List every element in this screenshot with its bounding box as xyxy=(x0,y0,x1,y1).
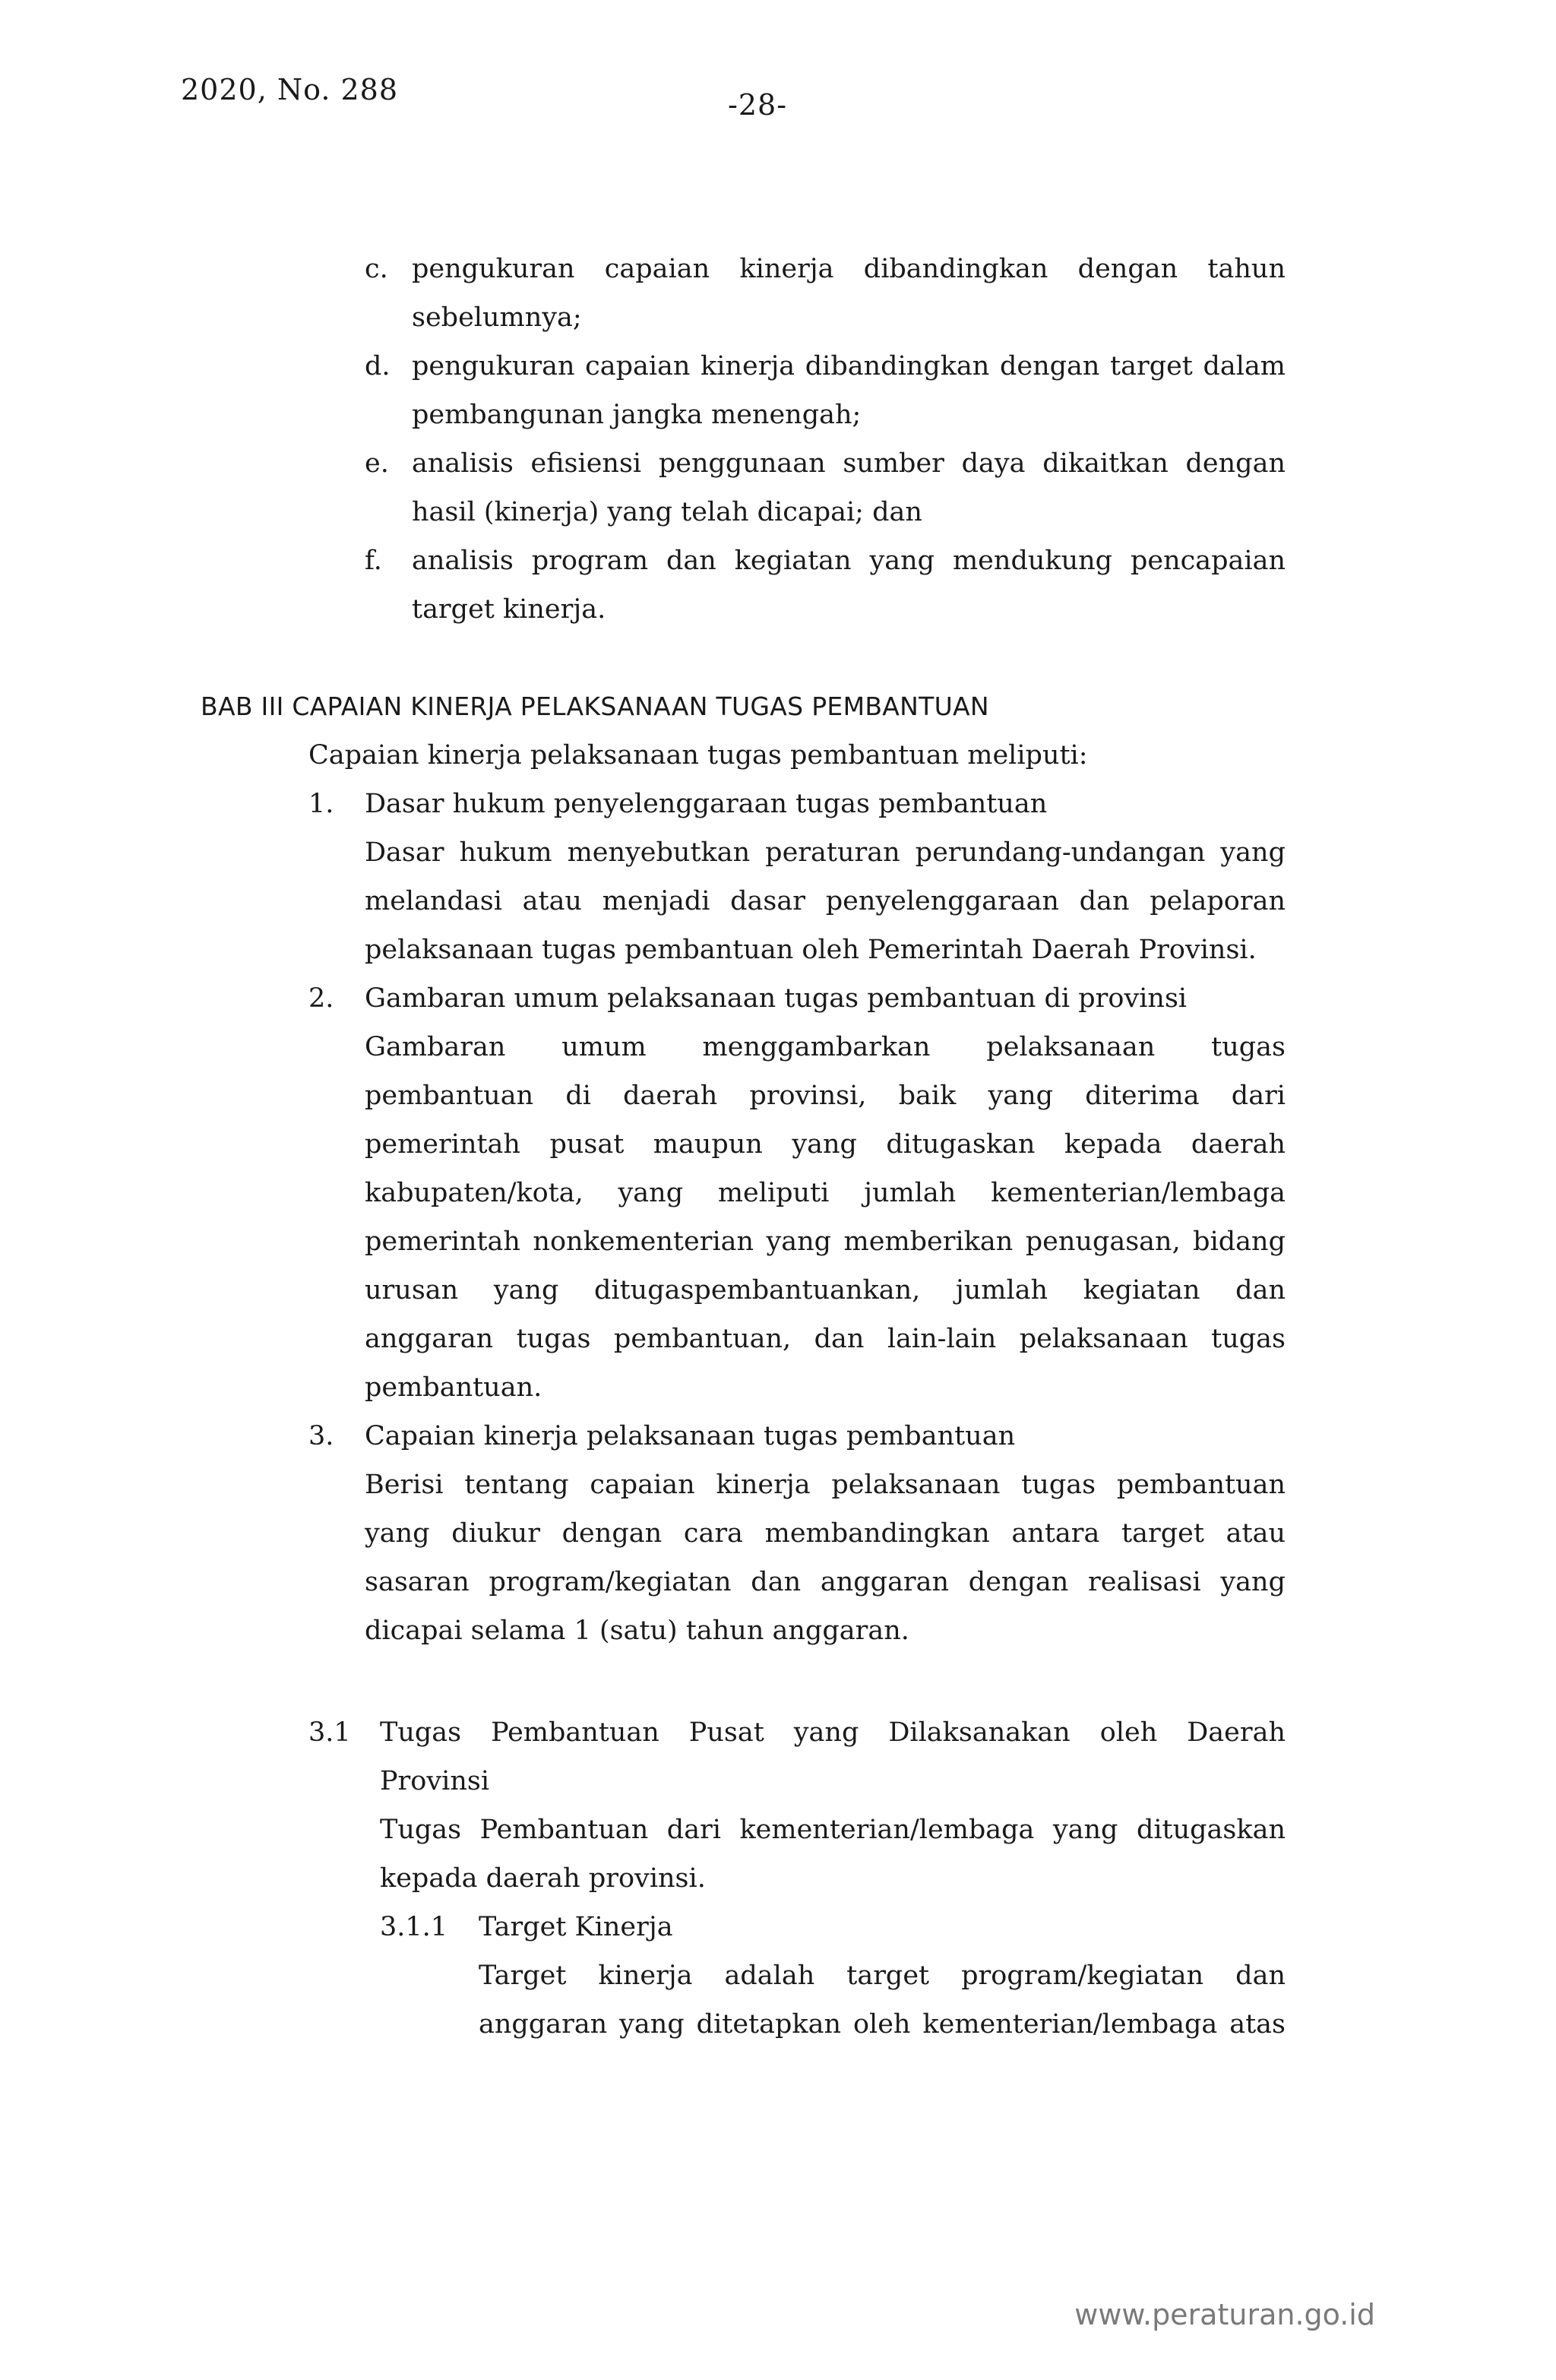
paragraph-line: Target kinerja adalah target program/kegiatan dan xyxy=(479,1961,1286,1991)
paragraph-line: sasaran program/kegiatan dan anggaran dengan realisasi yang xyxy=(365,1567,1286,1597)
list-item-line: hasil (kinerja) yang telah dicapai; dan xyxy=(412,497,922,527)
subsection-heading-line: Provinsi xyxy=(380,1766,490,1796)
item-number: 3. xyxy=(308,1421,334,1451)
page-number: -28- xyxy=(728,88,788,122)
paragraph-line: pembantuan. xyxy=(365,1372,542,1403)
paragraph-line: melandasi atau menjadi dasar penyelenggaraan dan pelaporan xyxy=(365,886,1286,916)
chapter-intro: Capaian kinerja pelaksanaan tugas pembantuan meliputi: xyxy=(308,740,1088,771)
list-item-line: pembangunan jangka menengah; xyxy=(412,400,862,430)
paragraph-line: kepada daerah provinsi. xyxy=(380,1863,706,1894)
subsection-number: 3.1 xyxy=(308,1717,351,1748)
list-item-line: pengukuran capaian kinerja dibandingkan dengan tahun xyxy=(412,254,1286,284)
paragraph-line: pembantuan di daerah provinsi, baik yang diterima dari xyxy=(365,1081,1286,1111)
list-item-label: f. xyxy=(365,546,382,576)
item-heading: Dasar hukum penyelenggaraan tugas pembantuan xyxy=(365,789,1048,819)
list-item-label: d. xyxy=(365,351,391,381)
item-number: 2. xyxy=(308,983,334,1014)
chapter-title: BAB III CAPAIAN KINERJA PELAKSANAAN TUGAS PEMBANTUAN xyxy=(201,692,989,721)
subsection-heading: Target Kinerja xyxy=(479,1912,673,1942)
item-number: 1. xyxy=(308,789,334,819)
paragraph-line: urusan yang ditugaspembantuankan, jumlah kegiatan dan xyxy=(365,1275,1286,1306)
list-item-line: pengukuran capaian kinerja dibandingkan dengan target dalam xyxy=(412,351,1286,381)
item-heading: Gambaran umum pelaksanaan tugas pembantuan di provinsi xyxy=(365,983,1188,1014)
paragraph-line: dicapai selama 1 (satu) tahun anggaran. xyxy=(365,1616,909,1646)
paragraph-line: anggaran yang ditetapkan oleh kementerian/lembaga atas xyxy=(479,2009,1286,2040)
paragraph-line: anggaran tugas pembantuan, dan lain-lain pelaksanaan tugas xyxy=(365,1324,1286,1354)
paragraph-line: Berisi tentang capaian kinerja pelaksanaan tugas pembantuan xyxy=(365,1470,1286,1500)
list-item-label: e. xyxy=(365,448,389,479)
paragraph-line: pelaksanaan tugas pembantuan oleh Pemerintah Daerah Provinsi. xyxy=(365,935,1257,965)
paragraph-line: pemerintah nonkementerian yang memberikan penugasan, bidang xyxy=(365,1226,1286,1257)
paragraph-line: pemerintah pusat maupun yang ditugaskan kepada daerah xyxy=(365,1129,1286,1160)
subsection-heading-line: Tugas Pembantuan Pusat yang Dilaksanakan oleh Daerah xyxy=(380,1717,1286,1748)
footer-watermark: www.peraturan.go.id xyxy=(1074,2298,1375,2331)
subsection-number: 3.1.1 xyxy=(380,1912,448,1942)
list-item-line: sebelumnya; xyxy=(412,302,582,333)
paragraph-line: kabupaten/kota, yang meliputi jumlah kementerian/lembaga xyxy=(365,1178,1286,1208)
paragraph-line: Dasar hukum menyebutkan peraturan perundang-undangan yang xyxy=(365,837,1286,868)
item-heading: Capaian kinerja pelaksanaan tugas pembantuan xyxy=(365,1421,1016,1451)
list-item-label: c. xyxy=(365,254,388,284)
paragraph-line: Tugas Pembantuan dari kementerian/lembaga yang ditugaskan xyxy=(380,1815,1286,1845)
paragraph-line: Gambaran umum menggambarkan pelaksanaan tugas xyxy=(365,1032,1286,1062)
list-item-line: target kinerja. xyxy=(412,594,606,625)
paragraph-line: yang diukur dengan cara membandingkan antara target atau xyxy=(365,1518,1286,1549)
list-item-line: analisis program dan kegiatan yang mendukung pencapaian xyxy=(412,546,1286,576)
document-reference: 2020, No. 288 xyxy=(181,73,399,106)
list-item-line: analisis efisiensi penggunaan sumber daya dikaitkan dengan xyxy=(412,448,1286,479)
